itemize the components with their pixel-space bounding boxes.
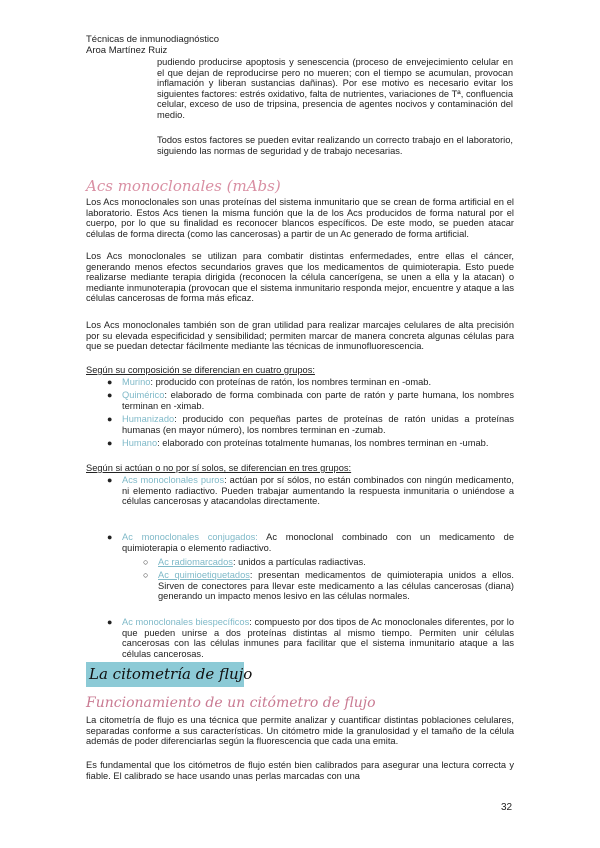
paragraph: pudiendo producirse apoptosis y senescencia (proceso de envejecimiento celular en el que dejan de reproducirse pero no mueren; con el tiempo se acumulan, provocan inflamación y liberan sustancias dañinas). Por ese motivo es necesario evitar los siguientes factores: estrés oxidativo, falta de nutrientes, variaciones de Tª, confluencia celular, exceso de uso de tripsina, presencia de agentes nocivos y contaminación del medio. bbox=[157, 57, 513, 120]
list-item bbox=[122, 390, 514, 411]
list-term: Ac monoclonales biespecíficos bbox=[122, 617, 250, 627]
circle-bullet-icon: ○ bbox=[143, 570, 149, 580]
list-item bbox=[158, 557, 514, 568]
list-term: Acs monoclonales puros bbox=[122, 475, 225, 485]
header-line-1: Técnicas de inmunodiagnóstico bbox=[86, 34, 220, 45]
list-term: Humanizado bbox=[122, 414, 175, 424]
list-item bbox=[122, 532, 514, 553]
list-text: : presentan medicamentos de quimioterapia unidos a ellos. Sirven de conectores para llevar este medicamento a las células cancerosas (diana) generando un impacto menos lesivo en las células normales. bbox=[158, 570, 514, 602]
list-term: Murino bbox=[122, 377, 151, 387]
bullet-icon: ● bbox=[107, 390, 113, 400]
list-item bbox=[122, 617, 514, 659]
bullet-icon: ● bbox=[107, 377, 113, 387]
list-text: : elaborado de forma combinada con parte de ratón y parte humana, los nombres terminan en -ximab. bbox=[122, 390, 514, 411]
section-title: La citometría de flujo bbox=[89, 665, 253, 683]
paragraph: Es fundamental que los citómetros de flujo estén bien calibrados para asegurar una lectura correcta y fiable. El calibrado se hace usando unas perlas marcadas con una bbox=[86, 760, 514, 781]
bullet-icon: ● bbox=[107, 438, 113, 448]
list-text: : unidos a partículas radiactivas. bbox=[232, 557, 366, 567]
list-item bbox=[122, 414, 514, 435]
list-heading: Según si actúan o no por sí solos, se diferencian en tres grupos: bbox=[86, 463, 352, 473]
list-text: : producido con proteínas de ratón, los nombres terminan en -omab. bbox=[150, 377, 432, 387]
subsection-heading: Funcionamiento de un citómetro de flujo bbox=[86, 695, 376, 711]
paragraph: Todos estos factores se pueden evitar realizando un correcto trabajo en el laboratorio, siguiendo las normas de seguridad y de trabajo necesarias. bbox=[157, 135, 513, 156]
list-text: : elaborado con proteínas totalmente humanas, los nombres terminan en -umab. bbox=[157, 438, 489, 448]
header-line-2: Aroa Martínez Ruiz bbox=[86, 45, 168, 56]
list-term: Quimérico bbox=[122, 390, 165, 400]
list-item bbox=[122, 475, 514, 507]
list-text: Ac monoclonal combinado con un medicamento de quimioterapia o elemento radiactivo. bbox=[122, 532, 514, 553]
list-term: Humano bbox=[122, 438, 158, 448]
list-item bbox=[158, 570, 514, 602]
list-text: : producido con pequeñas partes de proteínas de ratón unidas a proteínas humanas (en mayor número), los nombres terminan en -zumab. bbox=[122, 414, 514, 435]
paragraph: La citometría de flujo es una técnica que permite analizar y cuantificar distintas poblaciones celulares, separadas conforme a sus características. Un citómetro mide la granulosidad y el tamaño de la célula además de poder diferenciarlas según la fluorescencia que cada una emita. bbox=[86, 715, 514, 747]
list-item bbox=[122, 377, 514, 388]
bullet-icon: ● bbox=[107, 617, 113, 627]
paragraph: Los Acs monoclonales se utilizan para combatir distintas enfermedades, entre ellas el cáncer, generando menos efectos secundarios graves que los medicamentos de quimioterapia. Esto puede realizarse mediante terapia dirigida (reconocen la célula cancerígena, se unen a ella y la atacan) o mediante inmunoterapia (provocan que el sistema inmunitario responda mejor, encuentre y ataque a las células cancerosas de forma más eficaz. bbox=[86, 251, 514, 304]
page-number: 32 bbox=[501, 802, 513, 813]
list-heading: Según su composición se diferencian en cuatro grupos: bbox=[86, 365, 315, 375]
bullet-icon: ● bbox=[107, 414, 113, 424]
section-heading: Acs monoclonales (mAbs) bbox=[86, 177, 281, 195]
list-item bbox=[122, 438, 514, 449]
paragraph: Los Acs monoclonales son unas proteínas del sistema inmunitario que se crean de forma artificial en el laboratorio. Estos Acs tienen la misma función que la de los Acs producidos de forma natural por el cuerpo, por lo que su finalidad es reconocer blancos específicos. De este modo, se pueden atacar células de forma directa (como las cancerosas) a partir de un Ac generado de forma artificial. bbox=[86, 197, 514, 239]
list-term: Ac quimioetiquetados bbox=[158, 570, 250, 580]
circle-bullet-icon: ○ bbox=[143, 557, 149, 567]
list-term: Ac monoclonales conjugados: bbox=[122, 532, 258, 542]
list-text: : actúan por sí sólos, no están combinados con ningún medicamento, ni elemento radiactivo. Pueden trabajar aumentando la respuesta inmunitaria o uniéndose a células cancerosas y atacandolas directamente. bbox=[122, 475, 514, 507]
paragraph: Los Acs monoclonales también son de gran utilidad para realizar marcajes celulares de alta precisión por su elevada especificidad y sensibilidad; permiten marcar de manera concreta algunas células para que se puedan detectar fácilmente mediante las técnicas de inmunofluorescencia. bbox=[86, 320, 514, 352]
list-term: Ac radiomarcados bbox=[158, 557, 233, 567]
bullet-icon: ● bbox=[107, 532, 113, 542]
bullet-icon: ● bbox=[107, 475, 113, 485]
list-text: : compuesto por dos tipos de Ac monoclonales diferentes, por lo que pueden unirse a dos proteínas distintas al mismo tiempo. Permiten unir células cancerosas con las células inmunes para facilitar que el sistema inmunitario ataque a las células cancerosas. bbox=[122, 617, 514, 659]
